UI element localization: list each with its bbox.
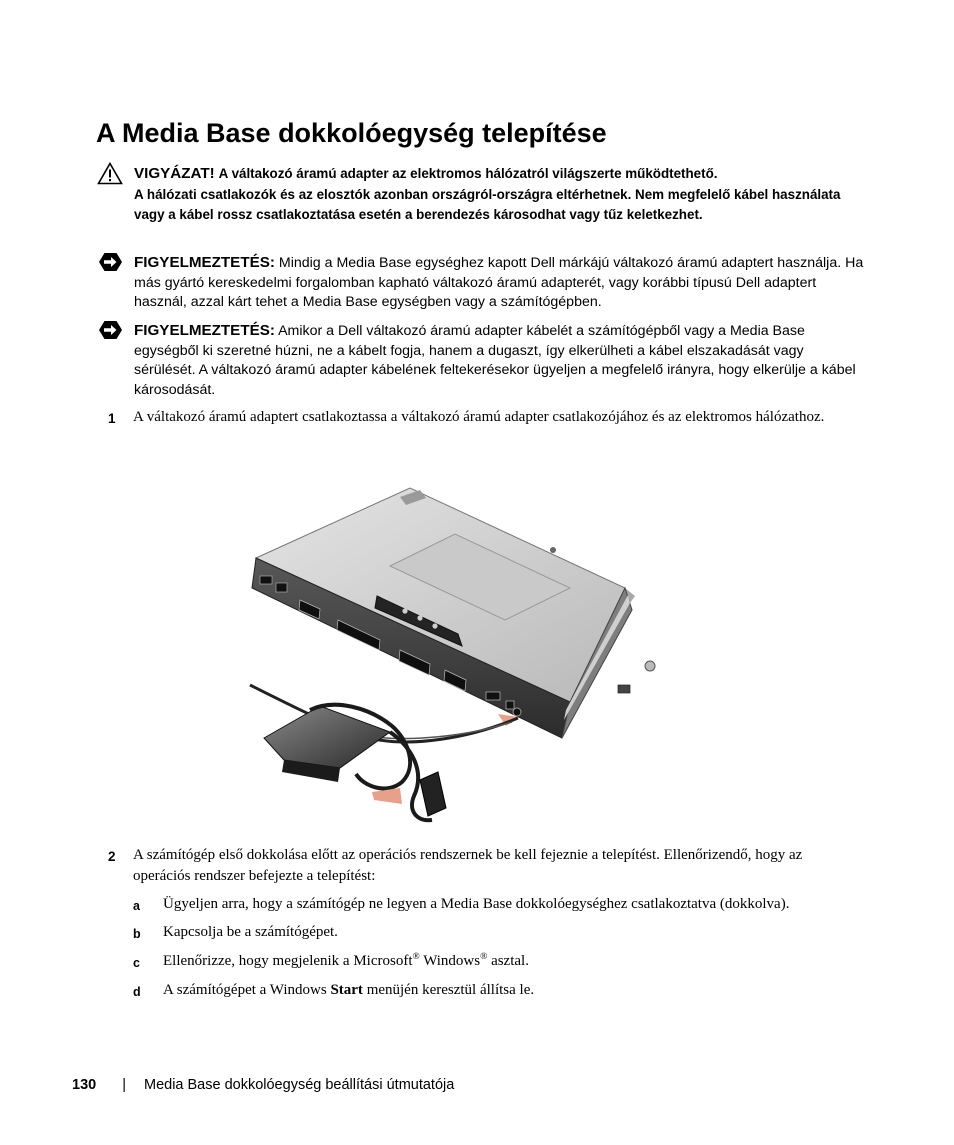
substep-text: Kapcsolja be a számítógépet. [163,924,338,940]
start-menu-term: Start [330,982,363,998]
warning-triangle-icon [97,162,123,190]
caution-note [134,164,864,226]
footer-separator: | [122,1077,126,1093]
step-text: A váltakozó áramú adaptert csatlakoztassa a váltakozó áramú adapter csatlakozójához és az elektromos hálózathoz. [133,409,825,425]
registered-mark: ® [480,952,488,962]
substep-letter: b [133,927,141,941]
substep-letter: a [133,899,140,913]
step-number: 1 [108,411,116,426]
page-title: A Media Base dokkolóegység telepítése [96,118,607,148]
notice-2-text: Amikor a Dell váltakozó áramú adapter kábelét a számítógépből vagy a Media Base egységből ki szeretné húzni, ne a kábelt fogja, hanem a dugaszt, így elkerülheti a kábel elszakadását vagy sérülését. A váltakozó áramú adapter kábelének feltekerésekor ügyeljen a megfelelő irányra, hogy elkerülje a kábel károsodását. [134,323,856,398]
page-footer [72,1077,454,1093]
notice-2 [134,321,864,400]
step-text: A számítógép első dokkolása előtt az operációs rendszernek be kell fejeznie a telepítést. Ellenőrizendő, hogy az operációs rendszer befejezte a telepítést: [133,847,803,884]
caution-label: VIGYÁZAT! [134,165,215,182]
notice-icon [98,320,123,345]
notice-2-label: FIGYELMEZTETÉS: [134,322,275,339]
caution-text: A hálózati csatlakozók és az elosztók azonban országról-országra eltérhetnek. Nem megfelelő kábel használata vagy a kábel rossz csatlakoztatása esetén a berendezés károsodhat vagy tűz keletkezhet. [134,186,841,222]
page-number: 130 [72,1077,97,1093]
step-number: 2 [108,849,116,864]
substep-letter: d [133,985,141,999]
notice-1-text: Mindig a Media Base egységhez kapott Dell márkájú váltakozó áramú adaptert használja. Ha más gyártó kereskedelmi forgalomban kapható váltakozó áramú adapterét, vagy korábbi típusú Dell adaptert használ, azzal kárt tehet a Media Base egységben vagy a számítógépben. [134,255,864,310]
notice-icon [98,252,123,277]
notice-1 [134,253,864,313]
caution-first-line: A váltakozó áramú adapter az elektromos hálózatról világszerte működtethető. [218,166,718,181]
guide-title: Media Base dokkolóegység beállítási útmutatója [143,1077,455,1093]
substep-text: Ellenőrizze, hogy megjelenik a Microsoft® Windows® asztal. [163,952,529,969]
media-base-illustration [240,470,670,845]
notice-1-label: FIGYELMEZTETÉS: [134,254,275,271]
substep-text: A számítógépet a Windows Start menüjén keresztül állítsa le. [163,982,535,998]
substep-letter: c [133,956,140,970]
substep-text: Ügyeljen arra, hogy a számítógép ne legyen a Media Base dokkolóegységhez csatlakoztatva (dokkolva). [163,896,790,912]
registered-mark: ® [412,952,420,962]
